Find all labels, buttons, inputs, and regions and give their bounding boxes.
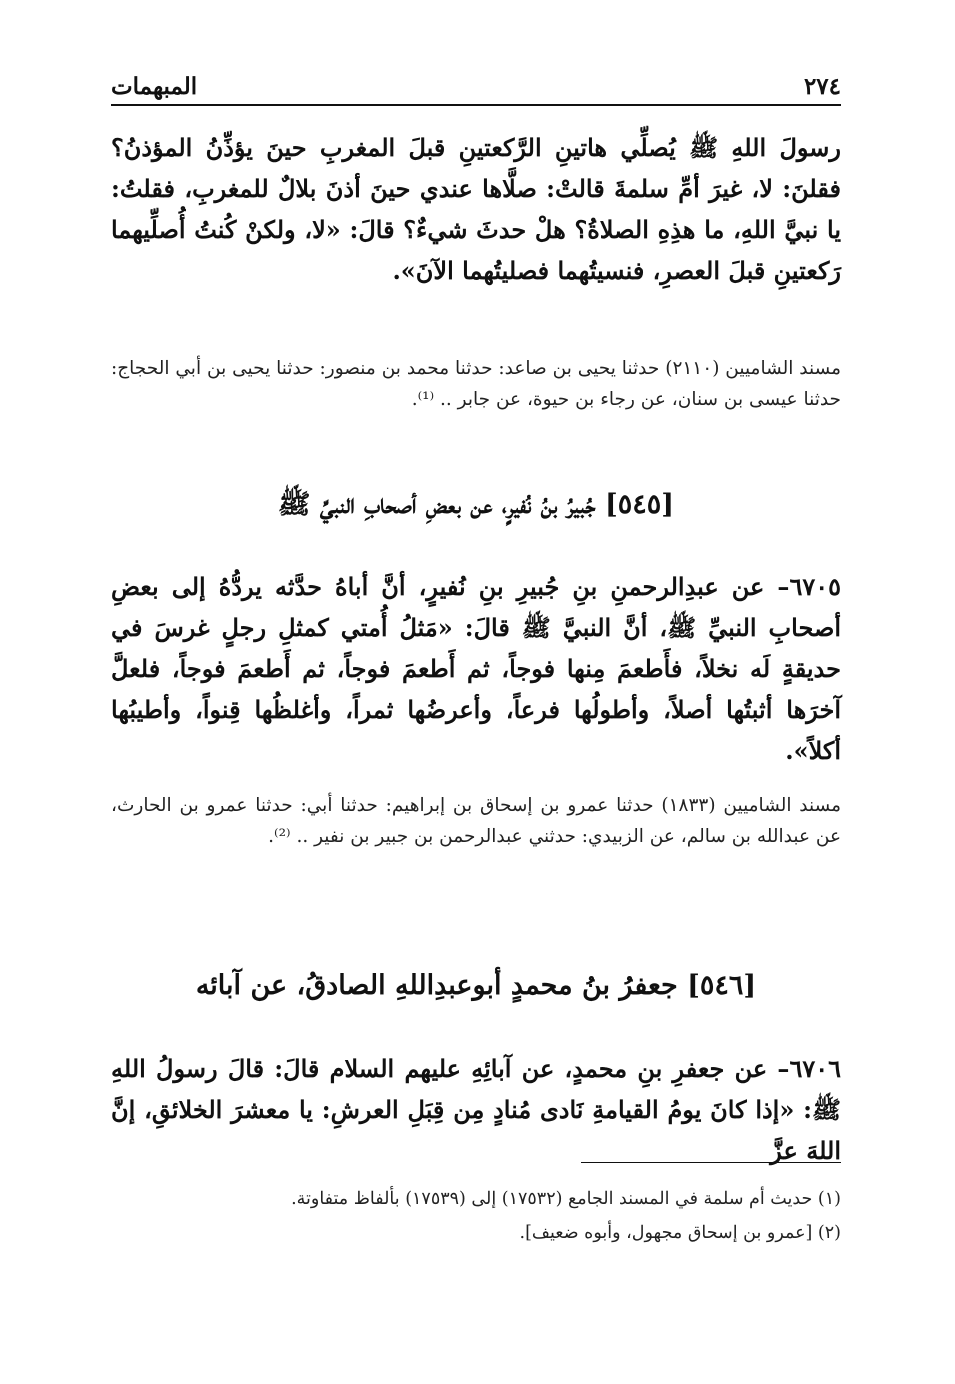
running-header bbox=[111, 66, 841, 100]
section-title: المبهمات bbox=[111, 73, 198, 100]
chapter-heading-545: [٥٤٥] جُبيرُ بنُ نُفيرٍ، عن بعضِ أصحابِ النبيِّ ﷺ bbox=[277, 489, 675, 520]
footnote-2: (٢) [عمرو بن إسحاق مجهول، وأبوه ضعيف]. bbox=[519, 1223, 841, 1243]
header-rule bbox=[111, 104, 841, 106]
source-note-2: مسند الشاميين (١٨٣٣) حدثنا عمرو بن إسحاق بن إبراهيم: حدثنا أبي: حدثنا عمرو بن الحارث، عن عبدالله بن سالم، عن الزبيدي: حدثني عبدالرحمن بن جبير بن نفير .. ⁽²⁾. bbox=[111, 795, 841, 847]
hadith-6706-paragraph: ٦٧٠٦– عن جعفرِ بنِ محمدٍ، عن آبائِهِ عليهم السلام قالَ: قالَ رسولُ اللهِ ﷺ: «إذا كانَ يومُ القيامةِ نَادى مُنادٍ مِن قِبَلِ العرشِ: يا معشرَ الخلائقِ، إنَّ اللهَ عزَّ bbox=[111, 1054, 841, 1165]
footnote-rule bbox=[581, 1162, 841, 1163]
chapter-heading-546: [٥٤٦] جعفرُ بنُ محمدٍ أبوعبدِاللهِ الصادقُ، عن آبائه bbox=[195, 970, 757, 1001]
footnote-1: (١) حديث أم سلمة في المسند الجامع (١٧٥٣٢) إلى (١٧٥٣٩) بألفاظ متفاوتة. bbox=[291, 1189, 841, 1209]
hadith-6705-paragraph: ٦٧٠٥– عن عبدِالرحمنِ بنِ جُبيرِ بنِ نُفيرٍ، أنَّ أباهُ حدَّثه يردُّهُ إلى بعضِ أصحابِ النبيِّ ﷺ، أنَّ النبيَّ ﷺ قالَ: «مَثلُ أُمتي كمثلِ رجلٍ غرسَ في حديقةٍ لَه نخلاً، فأَطعمَ مِنها فوجاً، ثم أَطعمَ فوجاً، ثم أَطعمَ فوجاً، فلعلَّ آخرَها أثبتُها أصلاً، وأطولُها فرعاً، وأعرضُها ثمراً، وأغلظُها قِنواً، وأطيبُها أكلاً». bbox=[111, 572, 841, 765]
hadith-continuation-paragraph: رسولَ اللهِ ﷺ يُصلِّي هاتينِ الرَّكعتينِ قبلَ المغربِ حينَ يؤذِّنُ المؤذنُ؟ فقلنَ: لا، غيرَ أمِّ سلمةَ قالتْ: صلَّاها عندي حينَ أذنَ بلالٌ للمغربِ، فقلتُ: يا نبيَّ اللهِ، ما هذِهِ الصلاةُ؟ هلْ حدثَ شيءٌ؟ قالَ: «لا، ولكنْ كُنتُ أُصلِّيهما رَكعتينِ قبلَ العصرِ، فنسيتُهما فصليتُهما الآنَ». bbox=[111, 133, 841, 285]
page-number: ٢٧٤ bbox=[803, 73, 841, 100]
source-note-1: مسند الشاميين (٢١١٠) حدثنا يحيى بن صاعد: حدثنا محمد بن منصور: حدثنا يحيى بن أبي الحجاج: حدثنا عيسى بن سنان، عن رجاء بن حيوة، عن جابر .. ⁽¹⁾. bbox=[111, 358, 841, 410]
